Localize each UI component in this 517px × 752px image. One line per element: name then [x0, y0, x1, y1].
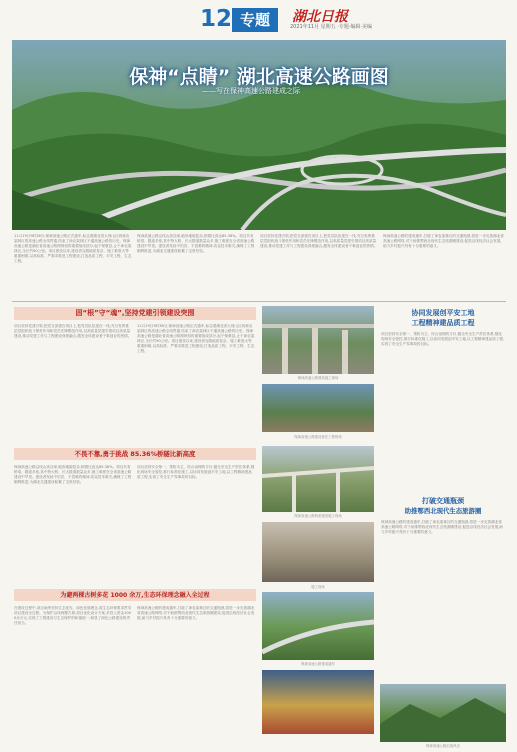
photo-construction-site — [262, 306, 374, 374]
mountain-illustration — [380, 684, 506, 742]
section-2-col-2: 项目坚持安全第一、预防为主、综合治理的方针,健全安全生产责任体系,强化现场安全管控,推行标准化施工,以协同发展创平安工地,以工程精神建品质工程,实现了安全生产零事故的目标。 — [137, 465, 255, 480]
caption-4: 施工现场 — [311, 585, 325, 589]
photo-highway-open — [262, 592, 374, 660]
section-3-col-1: 在建设过程中,项目始终坚持生态优先、绿色发展理念,将生态环保要求贯穿项目建设全过程。为保护沿线两棵古树,项目优化设计方案,多投入资金1000余万元,实现了工程建设与生态保护的和谐统一,彰显了绿色公路建设的责任担当。 — [14, 606, 132, 626]
caption-3: 保神高速公路桥梁建设施工现场 — [294, 514, 342, 518]
caption-2: 保神高速公路建设者在工程现场 — [294, 435, 342, 439]
section-1-title: 固“根”守“魂”,坚持党建引领建设突围 — [75, 309, 195, 317]
right-section-2-text: 保神高速公路的建成通车,打破了神农架林区的交通瓶颈,将进一步完善湖北省高速公路网络,对于助推鄂西北现代生态旅游圈建设,促进沿线经济社会发展,助力乡村振兴具有十分重要的意义。 — [381, 520, 504, 535]
intro-col-2: 保神高速公路沿线山高谷深,地形地貌复杂,桥隧比高达85.36%。项目共有桥梁、隧道多座,其中特大桥、长大隧道数量众多,施工难度在全省高速公路建设中罕见。建设者发扬不怕苦、不畏难的精神,攻克技术难关,确保了工程顺利推进,为湖北交通建设积累了宝贵经验。 — [137, 234, 255, 254]
section-2-title: 不畏不靠,勇于挑战 85.36%桥隧比新高度 — [74, 450, 196, 458]
photo-bridge — [262, 446, 374, 512]
caption-5: 保神高速公路建成通车 — [301, 662, 335, 666]
right-section-1-title-line-1: 协同发展创平安工地 — [411, 309, 475, 317]
hero-title: 保神“点睛” 湖北高速公路画图 — [129, 66, 389, 88]
section-label: 专题 — [232, 8, 278, 32]
right-section-2-title-line-2: 助推鄂西北现代生态旅游圈 — [404, 507, 482, 515]
bridge-illustration — [262, 446, 374, 512]
right-section-2-title-line-1: 打破交通瓶颈 — [422, 497, 464, 505]
road-illustration — [262, 592, 374, 660]
hero-subtitle: ——写在保神高速公路建成之际 — [202, 87, 300, 95]
newspaper-logo: 湖北日报 — [292, 9, 348, 25]
photo-scenery — [380, 684, 506, 742]
section-1-col-1: 项目坚持党建引领,把党支部建在项目上,把党员队伍建在一线,充分发挥基层党组织战斗堡垒作用和党员先锋模范作用,以高质量党建引领项目高质量建设,推动党建工作与工程建设深度融合,激发全体建设者干事创业的热情。 — [14, 324, 132, 339]
hero-photo — [12, 40, 506, 230]
caption-1: 保神高速公路建设施工现场 — [297, 376, 339, 380]
photo-opening-ceremony — [262, 670, 374, 734]
section-3-title: 为避两棵古树多花 1000 余万,生态环保理念融入全过程 — [60, 592, 210, 599]
right-section-1-title-line-2: 工程精神建品质工程 — [411, 319, 475, 327]
divider — [12, 301, 506, 302]
intro-col-3: 项目坚持党建引领,把党支部建在项目上,把党员队伍建在一线,充分发挥基层党组织战斗堡垒作用和党员先锋模范作用,以高质量党建引领项目高质量建设,推动党建工作与工程建设深度融合,激发全体建设者干事创业的热情。 — [260, 234, 378, 249]
intro-col-1: 11月19日9时38分,保神高速公路正式通车,标志着湖北省大别山区到神农架林区的高速公路全线贯通,结束了神农架林区不通高速公路的历史。保神高速公路是湖北省高速公路网规划的重要组成部分,起于保康县,止于神农架林区,全长约90公里。项目建设以来,建设者克服地质复杂、施工难度大等重重困难,以高标准、严要求推进工程建设,打造品质工程、平安工程、生态工程。 — [14, 234, 132, 264]
date-line: 2021年11月 星期五 ·专题·编辑·美编 — [290, 24, 373, 30]
section-1-col-2: 11月19日9时38分,保神高速公路正式通车,标志着湖北省大别山区到神农架林区的高速公路全线贯通,结束了神农架林区不通高速公路的历史。保神高速公路是湖北省高速公路网规划的重要组成部分,起于保康县,止于神农架林区,全长约90公里。项目建设以来,建设者克服地质复杂、施工难度大等重重困难,以高标准、严要求推进工程建设,打造品质工程、平安工程、生态工程。 — [137, 324, 255, 354]
section-2-col-1: 保神高速公路沿线山高谷深,地形地貌复杂,桥隧比高达85.36%。项目共有桥梁、隧道多座,其中特大桥、长大隧道数量众多,施工难度在全省高速公路建设中罕见。建设者发扬不怕苦、不畏难的精神,攻克技术难关,确保了工程顺利推进,为湖北交通建设积累了宝贵经验。 — [14, 465, 132, 485]
photo-workers — [262, 384, 374, 432]
section-3-col-2: 保神高速公路的建成通车,打破了神农架林区的交通瓶颈,将进一步完善湖北省高速公路网络,对于助推鄂西北现代生态旅游圈建设,促进沿线经济社会发展,助力乡村振兴具有十分重要的意义。 — [137, 606, 255, 621]
photo-work-site — [262, 522, 374, 582]
page-number: 12 — [200, 6, 233, 32]
right-section-1-text: 项目坚持安全第一、预防为主、综合治理的方针,健全安全生产责任体系,强化现场安全管控,推行标准化施工,以协同发展创平安工地,以工程精神建品质工程,实现了安全生产零事故的目标。 — [381, 332, 505, 347]
caption-6: 保神高速公路沿线风光 — [426, 744, 460, 748]
intro-col-4: 保神高速公路的建成通车,打破了神农架林区的交通瓶颈,将进一步完善湖北省高速公路网络,对于助推鄂西北现代生态旅游圈建设,促进沿线经济社会发展,助力乡村振兴具有十分重要的意义。 — [383, 234, 504, 249]
bridge-piers-illustration — [262, 306, 374, 374]
